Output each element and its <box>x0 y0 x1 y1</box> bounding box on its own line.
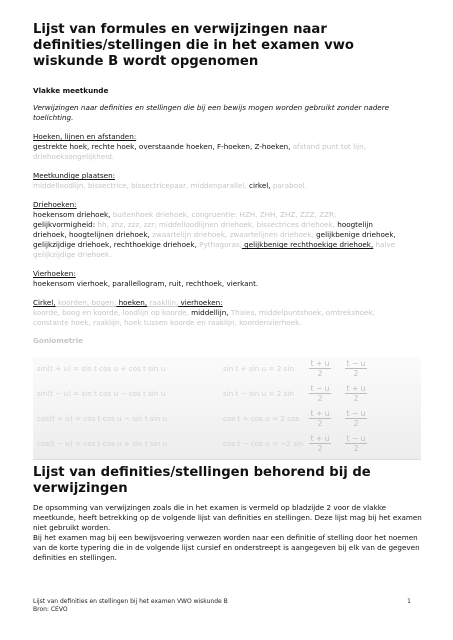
fraction: $\frac{t - u}{2}$ <box>346 434 366 453</box>
formula-right: cos t − cos u = −2 sin <box>223 439 304 448</box>
section-faded-text: Thales, middelpuntshoek, omtrekshoek, <box>228 308 375 317</box>
section-heading: Hoeken, lijnen en afstanden: <box>33 132 137 141</box>
formula-left: sin(t + u) = sin t cos u + cos t sin u <box>37 364 166 373</box>
section-text: hoogtelijn <box>334 220 373 229</box>
fraction: $\frac{t - u}{2}$ <box>346 409 366 428</box>
page <box>33 22 425 460</box>
section-faded-text: Pythagoras, <box>196 240 242 249</box>
section-text: gelijkzijdige driehoek, rechthoekige driehoek, <box>33 240 197 249</box>
section-faded-text: koorden, bogen, <box>55 298 117 307</box>
section-faded-text: middelloodlijn, bissectrice, bissectricepaar, middenparallel, <box>33 181 247 190</box>
formula-right: sin t + sin u = 2 sin <box>223 364 294 373</box>
section-heading: Driehoeken: <box>33 200 77 209</box>
section-text: gelijkvormigheid: <box>33 220 96 229</box>
section-vierhoeken <box>33 269 425 289</box>
section-hoeken <box>33 132 425 162</box>
section-faded-text: constante hoek, raaklijn, hoek tussen koorde en raaklijn, koordenvierhoek. <box>33 318 302 327</box>
fraction: $\frac{t + u}{2}$ <box>310 434 330 453</box>
section-heading: Meetkundige plaatsen: <box>33 171 116 180</box>
section-faded-text: halve <box>373 240 396 249</box>
section-text: gelijkbenige driehoek, <box>313 230 396 239</box>
formula-left: cos(t − u) = cos t cos u + sin t sin u <box>37 439 168 448</box>
fraction: $\frac{t - u}{2}$ <box>310 384 330 403</box>
formula-right: cos t + cos u = 2 cos <box>223 414 300 423</box>
section-heading: hoeken, <box>116 298 148 307</box>
section-faded-text: raaklijn, <box>147 298 179 307</box>
section-text: gestrekte hoek, rechte hoek, overstaande hoeken, F-hoeken, Z-hoeken, <box>33 142 291 151</box>
section-meetkundige-plaatsen <box>33 171 425 191</box>
formula-right: sin t − sin u = 2 sin <box>223 389 294 398</box>
section-faded-text: koorde, boog en koorde, loodlijn op koorde, <box>33 308 189 317</box>
intro-text: Verwijzingen naar definities en stellingen die bij een bewijs mogen worden gebruikt zonder nadere toelichting. <box>33 103 390 122</box>
fraction: $\frac{t + u}{2}$ <box>310 359 330 378</box>
formula-box <box>33 357 421 460</box>
formula-left: cos(t + u) = cos t cos u − sin t sin u <box>37 414 168 423</box>
body-text <box>33 503 425 563</box>
fraction: $\frac{t + u}{2}$ <box>346 384 366 403</box>
section-heading: vierhoeken: <box>178 298 223 307</box>
section-heading: Vierhoeken: <box>33 269 76 278</box>
section-text: middellijn, <box>188 308 229 317</box>
section-text: driehoek, hoogtelijnen driehoek, <box>33 230 150 239</box>
section-text: hoekensom vierhoek, parallellogram, ruit, rechthoek, vierkant. <box>33 279 259 288</box>
section-text: cirkel, <box>246 181 271 190</box>
section-text: hoekensom driehoek, <box>33 210 111 219</box>
section-faded-text: hh, zhz, zzz, zzr; middelloodlijnen driehoek, bissectrices driehoek, <box>95 220 335 229</box>
footer-source: Bron: CEVO <box>33 606 68 613</box>
document-title: Lijst van formules en verwijzingen naar definities/stellingen die in het examen vwo wiskunde B wordt opgenomen <box>33 22 354 69</box>
paragraph: De opsomming van verwijzingen zoals die in het examen is vermeld op bladzijde 2 voor de vlakke meetkunde, heeft betrekking op de volgende lijst van definities en stellingen. Deze lijst mag bij het examen niet gebruikt worden. <box>33 503 422 532</box>
page-footer <box>33 598 411 614</box>
section-faded-text: buitenhoek driehoek, congruentie: HZH, ZHH, ZHZ, ZZZ, ZZR; <box>110 210 337 219</box>
section-faded-text: zwaartelijn driehoek, zwaartelijnen driehoek, <box>149 230 314 239</box>
goniometrie-heading: Goniometrie <box>33 336 84 345</box>
section-faded-text: gelijkzijdige driehoek. <box>33 250 112 259</box>
paragraph: Bij het examen mag bij een bewijsvoering verwezen worden naar een definitie of stelling door het noemen van de korte typering die in de volgende lijst cursief en onderstreept is aangegeven bij elk van de gegeven definities en stellingen. <box>33 533 420 562</box>
section-faded-text: afstand punt tot lijn, driehoeksongelijkheid. <box>33 142 366 161</box>
subtitle: Vlakke meetkunde <box>33 86 109 95</box>
footer-title: Lijst van definities en stellingen bij het examen VWO wiskunde B <box>33 598 228 605</box>
section-driehoeken <box>33 200 425 260</box>
section-cirkel <box>33 298 425 328</box>
fraction: $\frac{t + u}{2}$ <box>310 409 330 428</box>
formula-left: sin(t − u) = sin t cos u − cos t sin u <box>37 389 166 398</box>
fraction: $\frac{t - u}{2}$ <box>346 359 366 378</box>
section-heading: Cirkel, <box>33 298 56 307</box>
section-faded-text: parabool. <box>270 181 307 190</box>
section-title-definities: Lijst van definities/stellingen behorend bij de verwijzingen <box>33 465 371 496</box>
section-text: gelijkbenige rechthoekige driehoek, <box>241 240 374 249</box>
page-number: 1 <box>407 598 411 605</box>
